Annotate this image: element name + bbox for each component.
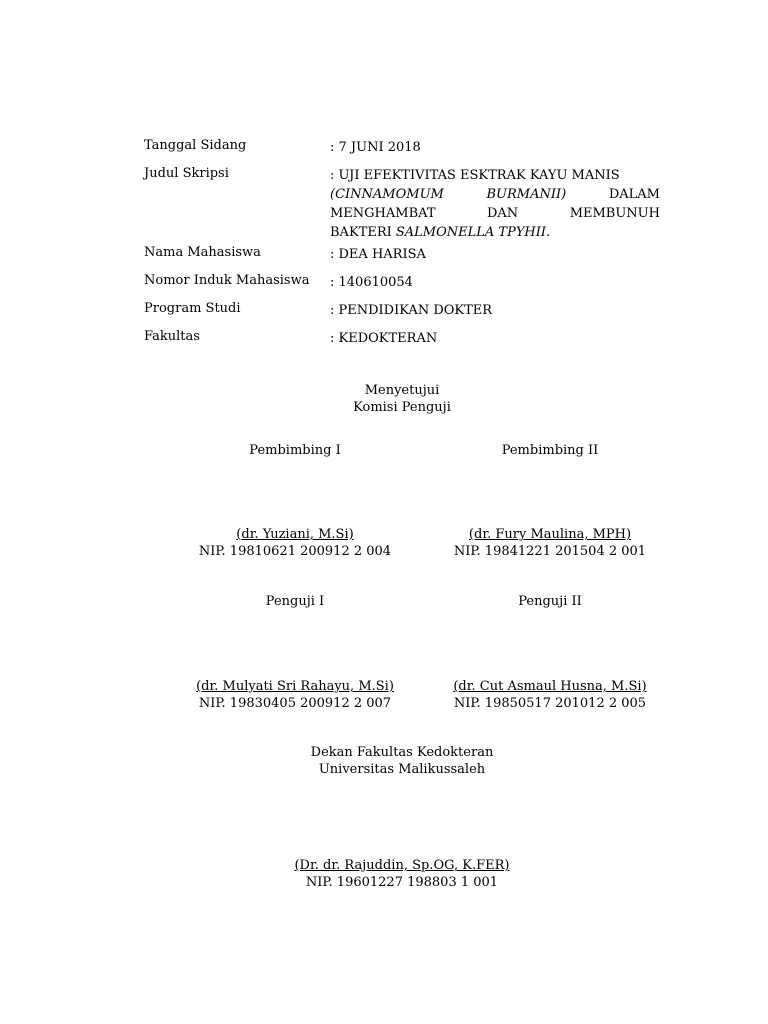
penguji-1-name: (dr. Mulyati Sri Rahayu, M.Si) bbox=[196, 679, 394, 694]
judul-line-3-a: MENGHAMBAT bbox=[330, 206, 436, 221]
approval-heading bbox=[252, 382, 552, 416]
judul-line-1-text: : UJI EFEKTIVITAS ESKTRAK KAYU MANIS bbox=[330, 168, 620, 183]
judul-line-2-b: BURMANII) bbox=[486, 187, 567, 202]
nim-value: : 140610054 bbox=[330, 275, 413, 290]
dekan-heading bbox=[252, 744, 552, 778]
fakultas-label: Fakultas bbox=[144, 329, 200, 344]
fakultas-value: : KEDOKTERAN bbox=[330, 331, 438, 346]
dekan-line-2: Universitas Malikussaleh bbox=[318, 762, 486, 777]
judul-line-4-a: BAKTERI bbox=[330, 225, 396, 240]
pembimbing-2-signature bbox=[400, 526, 700, 560]
nama-mahasiswa-label: Nama Mahasiswa bbox=[144, 245, 261, 260]
judul-line-2 bbox=[330, 185, 660, 204]
judul-line-1 bbox=[330, 166, 660, 185]
judul-skripsi-value bbox=[330, 166, 660, 242]
dekan-line-1: Dekan Fakultas Kedokteran bbox=[310, 745, 494, 760]
pembimbing-2-name: (dr. Fury Maulina, MPH) bbox=[468, 527, 632, 542]
judul-line-4 bbox=[330, 223, 660, 242]
penguji-2-role: Penguji II bbox=[518, 594, 582, 609]
tanggal-sidang-label: Tanggal Sidang bbox=[144, 138, 247, 153]
nama-mahasiswa-value: : DEA HARISA bbox=[330, 247, 426, 262]
judul-line-2-a: (CINNAMOMUM bbox=[330, 187, 444, 202]
judul-skripsi-label: Judul Skripsi bbox=[144, 166, 229, 181]
approval-line-1: Menyetujui bbox=[364, 383, 440, 398]
pembimbing-2-role: Pembimbing II bbox=[501, 443, 599, 458]
judul-line-3-c: MEMBUNUH bbox=[569, 206, 660, 221]
dekan-signature bbox=[252, 857, 552, 891]
penguji-2-name: (dr. Cut Asmaul Husna, M.Si) bbox=[453, 679, 647, 694]
penguji-2-nip: NIP. 19850517 201012 2 005 bbox=[453, 696, 647, 711]
nim-label: Nomor Induk Mahasiswa bbox=[144, 273, 310, 288]
pembimbing-1-nip: NIP. 19810621 200912 2 004 bbox=[198, 544, 392, 559]
pembimbing-2-nip: NIP. 19841221 201504 2 001 bbox=[453, 544, 647, 559]
dekan-name: (Dr. dr. Rajuddin, Sp.OG, K.FER) bbox=[294, 858, 510, 873]
judul-line-4-b: SALMONELLA TPYHII. bbox=[395, 225, 551, 240]
judul-line-3-b: DAN bbox=[487, 206, 519, 221]
dekan-nip: NIP. 19601227 198803 1 001 bbox=[305, 875, 499, 890]
program-studi-value: : PENDIDIKAN DOKTER bbox=[330, 303, 493, 318]
pembimbing-1-name: (dr. Yuziani, M.Si) bbox=[236, 527, 354, 542]
penguji-2-signature bbox=[400, 678, 700, 712]
pembimbing-1-role: Pembimbing I bbox=[249, 443, 341, 458]
judul-line-2-c: DALAM bbox=[608, 187, 660, 202]
approval-line-2: Komisi Penguji bbox=[353, 400, 451, 415]
penguji-1-nip: NIP. 19830405 200912 2 007 bbox=[198, 696, 392, 711]
judul-line-3 bbox=[330, 204, 660, 223]
penguji-1-role: Penguji I bbox=[265, 594, 325, 609]
program-studi-label: Program Studi bbox=[144, 301, 241, 316]
tanggal-sidang-value: : 7 JUNI 2018 bbox=[330, 140, 421, 155]
